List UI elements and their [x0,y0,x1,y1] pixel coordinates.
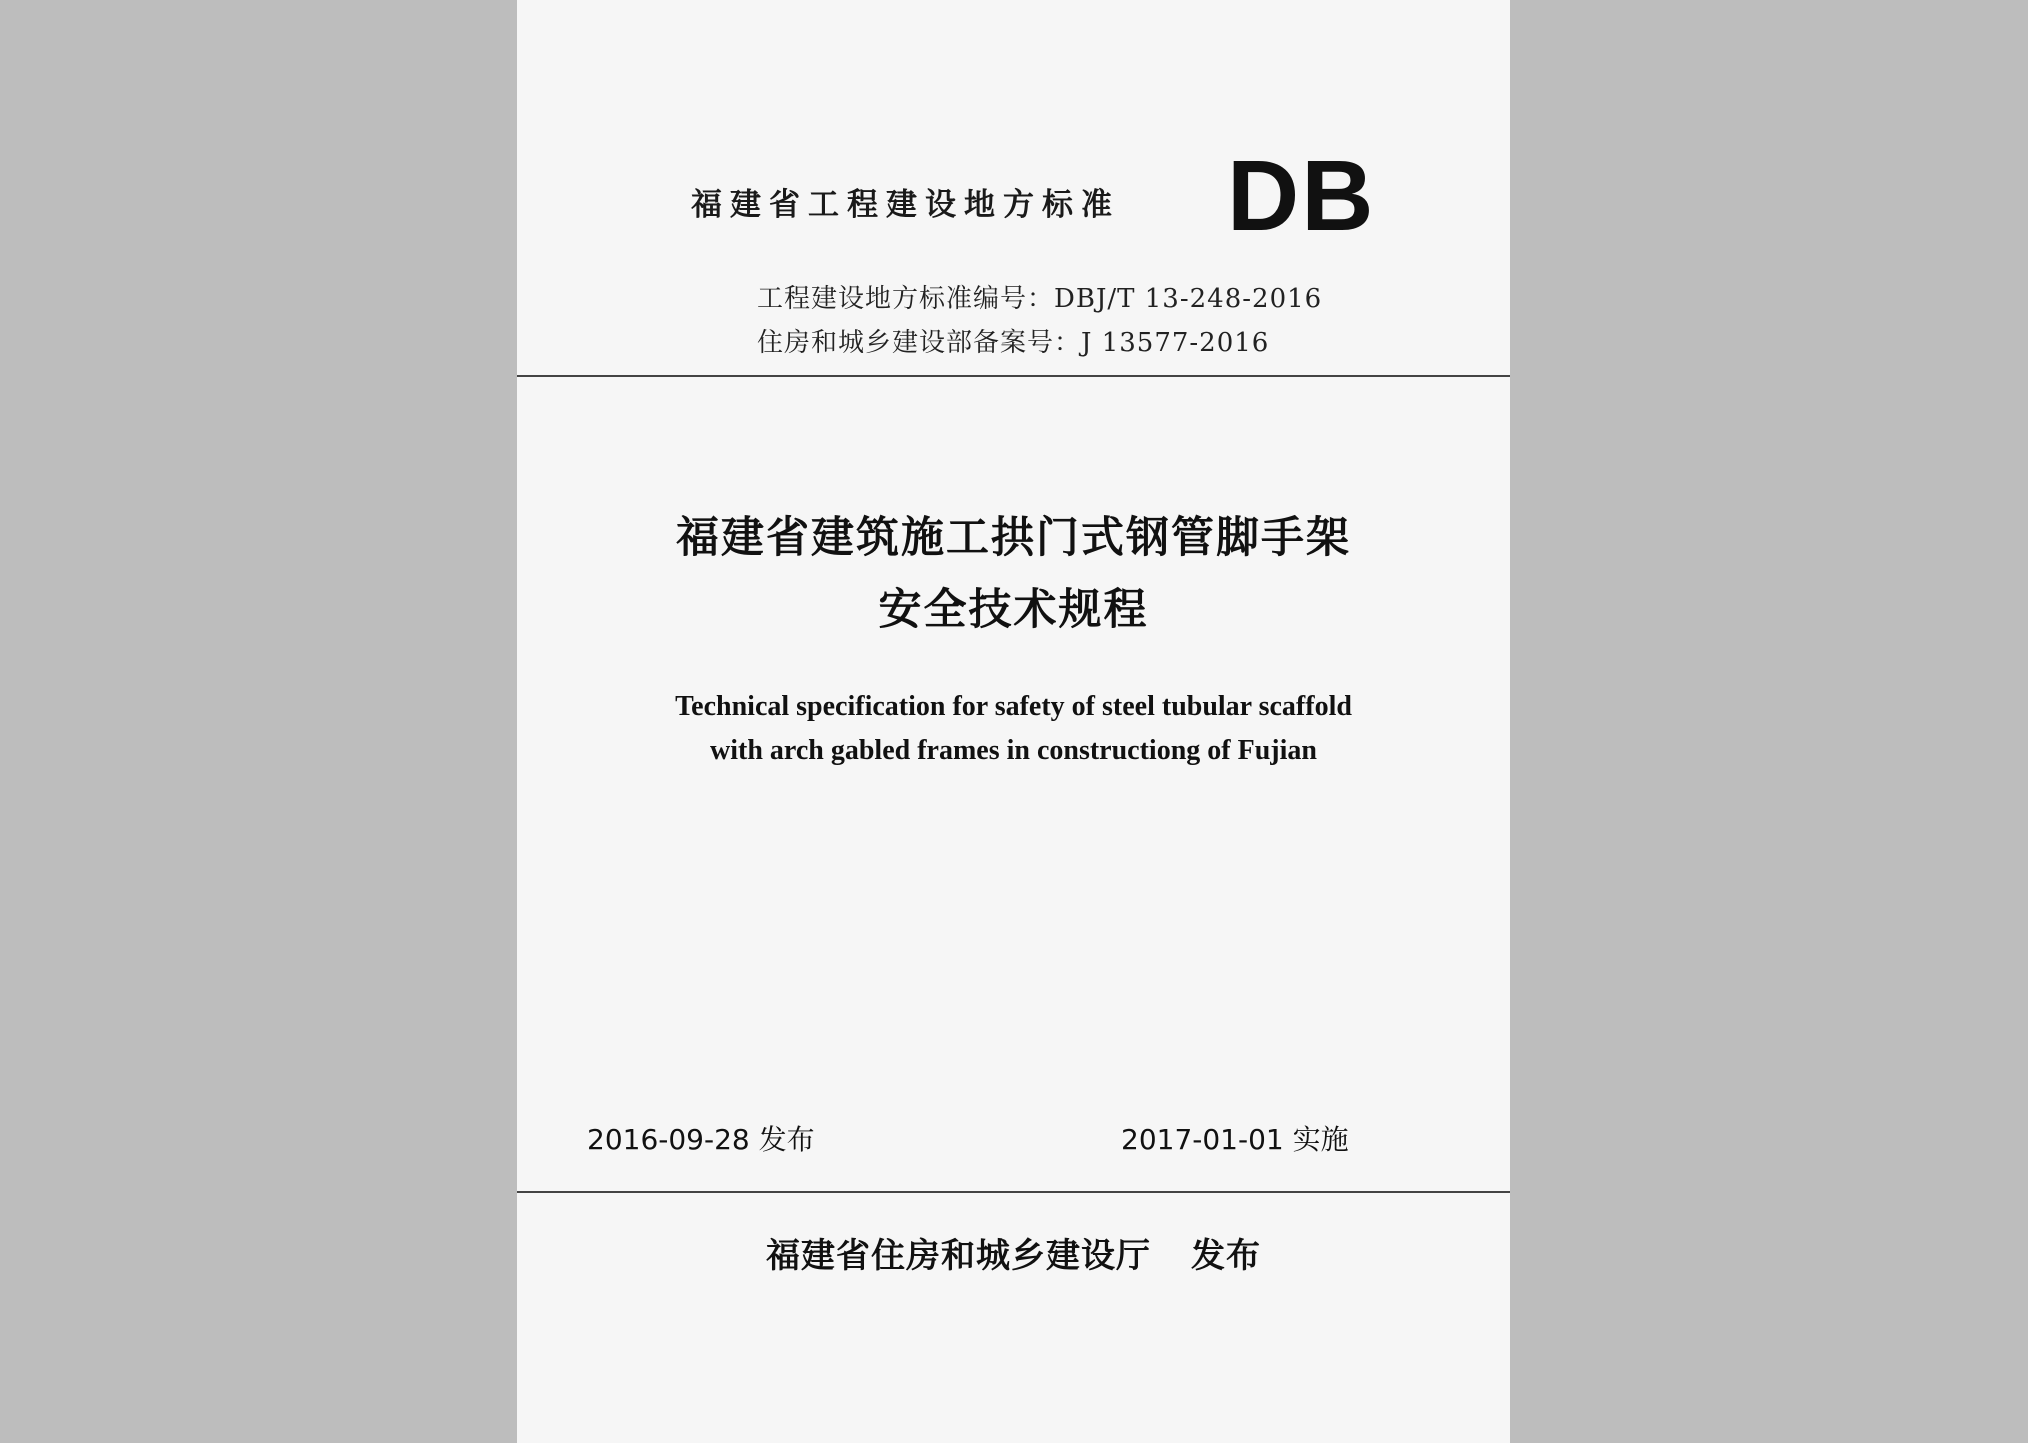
standard-type-label: 福建省工程建设地方标准 [691,187,1120,223]
document-page [517,0,1510,1443]
publisher-line [517,1228,1510,1277]
title-chinese-line-1: 福建省建筑施工拱门式钢管脚手架 [676,513,1351,563]
publisher-action: 发布 [1191,1236,1261,1276]
publisher-name: 福建省住房和城乡建设厅 [766,1236,1151,1276]
standard-number: 工程建设地方标准编号：DBJ/T 13-248-2016 [757,284,1323,314]
top-divider [517,375,1510,377]
db-logo: DB [1227,140,1376,252]
title-english-line-2: with arch gabled frames in constructiong of Fujian [710,735,1317,766]
record-number: 住房和城乡建设部备案号：J 13577-2016 [757,328,1270,358]
issue-date: 2016-09-28 发布 [587,1123,815,1156]
title-chinese-line-2: 安全技术规程 [878,585,1149,635]
implementation-date: 2017-01-01 实施 [1121,1123,1349,1156]
bottom-divider [517,1191,1510,1193]
title-english-line-1: Technical specification for safety of steel tubular scaffold [675,691,1352,722]
